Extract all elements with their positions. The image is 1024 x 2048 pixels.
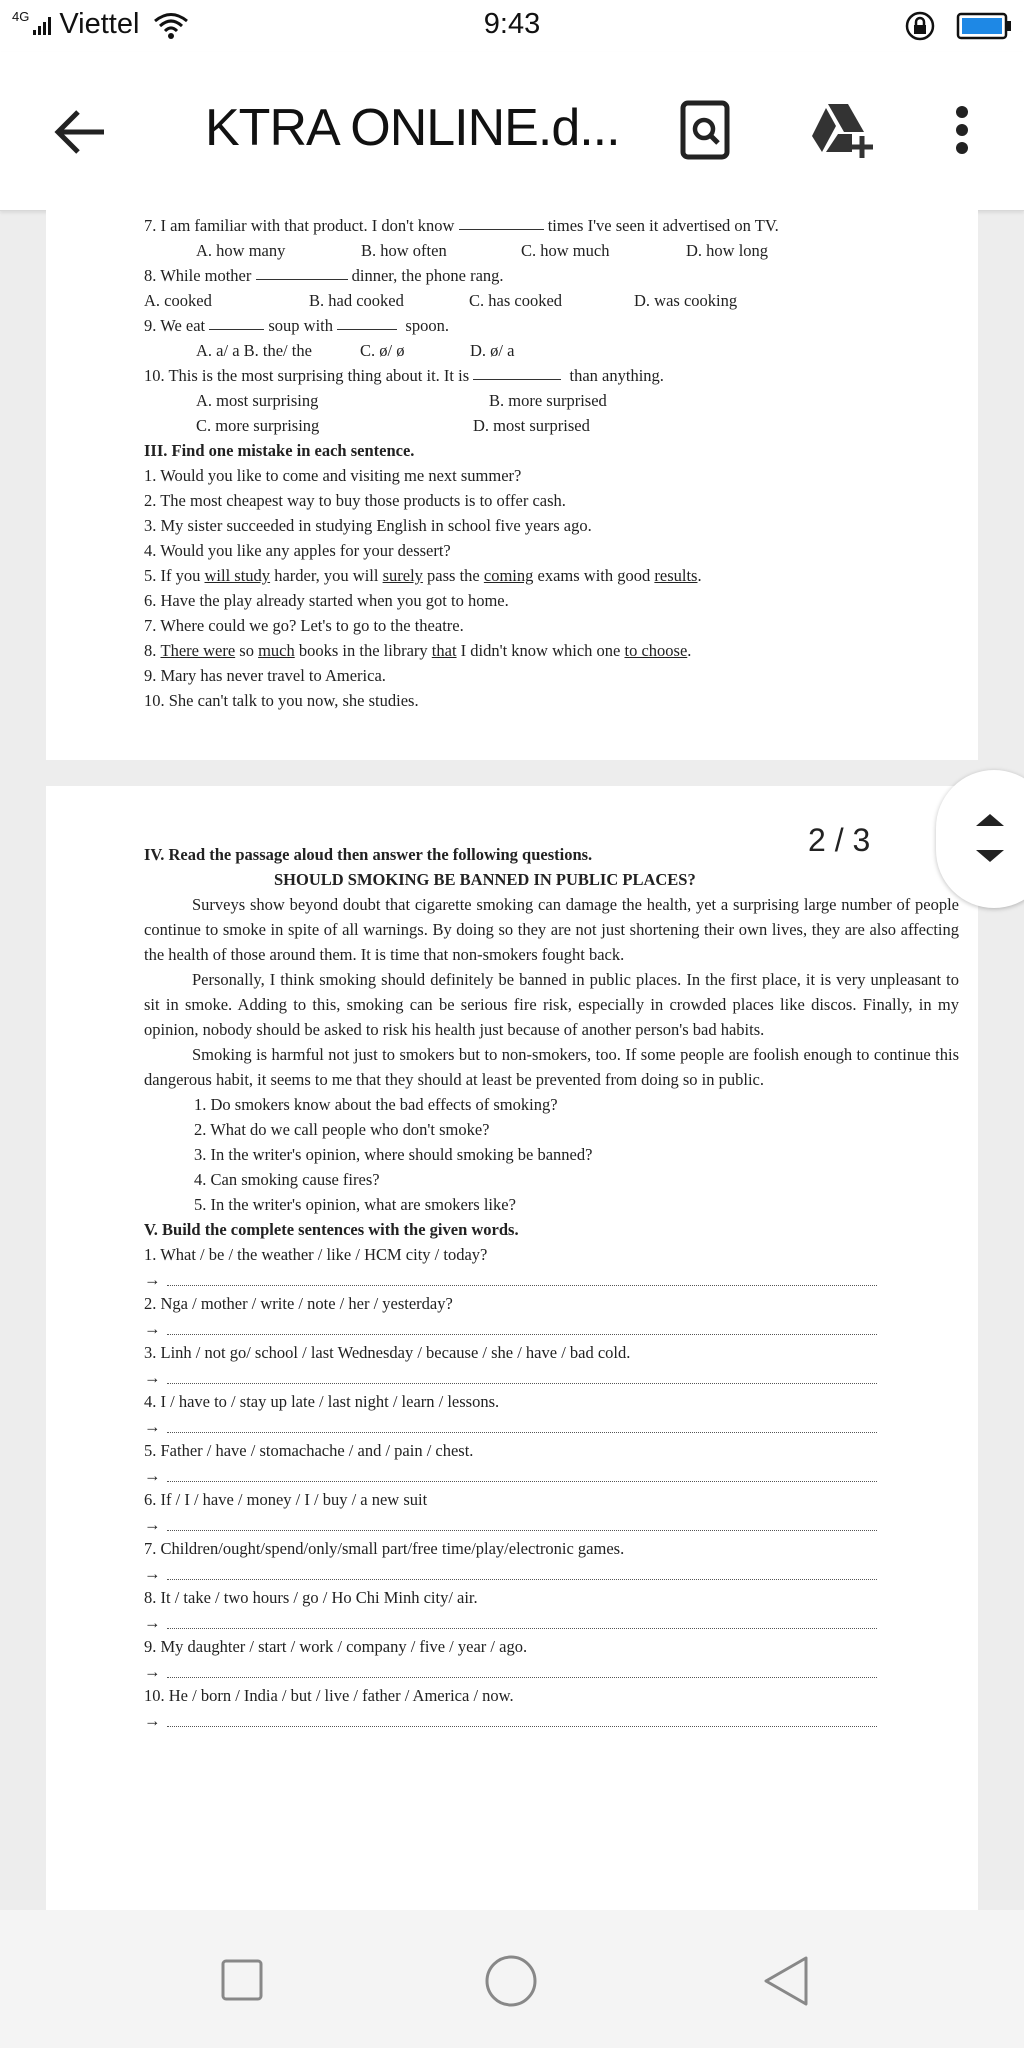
build-sentence-4: 4. I / have to / stay up late / last night / learn / lessons.	[144, 1392, 500, 1411]
triangle-back-icon	[762, 1954, 810, 2008]
drive-add-icon	[808, 100, 876, 160]
mistake-sentence-5: 5. If you will study harder, you will surely pass the coming exams with good results .	[144, 566, 702, 585]
recents-button[interactable]	[220, 1958, 264, 2007]
carrier-name: Viettel	[59, 8, 140, 40]
page2-content	[144, 842, 959, 1732]
question-7: 7. I am familiar with that product. I don't know times I've seen it advertised on TV.	[144, 213, 964, 238]
nav-back-button[interactable]	[762, 1954, 810, 2013]
answer-line: →	[144, 1316, 959, 1340]
arrow-left-icon	[52, 106, 108, 158]
reading-question-1: 1. Do smokers know about the bad effects of smoking?	[194, 1095, 558, 1114]
build-sentence-6: 6. If / I / have / money / I / buy / a new suit	[144, 1490, 428, 1509]
q7-options: A. how many B. how often C. how much D. how long	[196, 241, 769, 260]
mistake-sentence-10: 10. She can't talk to you now, she studies.	[144, 691, 419, 710]
answer-blank	[256, 263, 348, 280]
passage-paragraph-1: Surveys show beyond doubt that cigarette smoking can damage the health, yet a surprising large number of people continue to smoke in spite of all warnings. By doing so they are not just shortening their own lives, they are also affecting the health of those around them. It is time that non-smokers fought back.	[144, 895, 959, 964]
passage-title: SHOULD SMOKING BE BANNED IN PUBLIC PLACES?	[274, 870, 696, 889]
mistake-sentence-9: 9. Mary has never travel to America.	[144, 666, 386, 685]
mistake-sentence-6: 6. Have the play already started when you got to home.	[144, 591, 509, 610]
build-sentence-9: 9. My daughter / start / work / company / five / year / ago.	[144, 1637, 528, 1656]
reading-question-3: 3. In the writer's opinion, where should smoking be banned?	[194, 1145, 593, 1164]
system-nav-bar	[0, 1910, 1024, 2048]
q8-options: A. cooked B. had cooked C. has cooked D. was cooking	[144, 291, 738, 310]
answer-line: →	[144, 1414, 959, 1438]
q9-options: A. a/ a B. the/ the C. ø/ ø D. ø/ a	[196, 341, 515, 360]
more-vert-icon	[950, 100, 974, 160]
reading-question-5: 5. In the writer's opinion, what are smokers like?	[194, 1195, 516, 1214]
answer-line: →	[144, 1610, 959, 1634]
more-options-button[interactable]	[950, 100, 974, 165]
mistake-sentence-4: 4. Would you like any apples for your dessert?	[144, 541, 451, 560]
search-in-file-button[interactable]	[680, 100, 730, 165]
build-sentence-8: 8. It / take / two hours / go / Ho Chi Minh city/ air.	[144, 1588, 478, 1607]
mistake-sentence-3: 3. My sister succeeded in studying English in school five years ago.	[144, 516, 592, 535]
scroll-up-down-icon	[936, 770, 1024, 908]
q10-options-ab: A. most surprising B. more surprised	[196, 391, 607, 410]
build-sentence-3: 3. Linh / not go/ school / last Wednesday / because / she / have / bad cold.	[144, 1343, 631, 1362]
build-sentence-5: 5. Father / have / stomachache / and / pain / chest.	[144, 1441, 474, 1460]
answer-blank	[459, 213, 544, 230]
lock-rotation-icon	[904, 10, 936, 42]
build-sentence-10: 10. He / born / India / but / live / father / America / now.	[144, 1686, 514, 1705]
page-counter: 2 / 3	[808, 822, 871, 858]
build-sentence-1: 1. What / be / the weather / like / HCM city / today?	[144, 1245, 488, 1264]
answer-line: →	[144, 1267, 959, 1291]
document-page-2	[46, 786, 978, 1910]
question-8: 8. While mother dinner, the phone rang.	[144, 263, 964, 288]
clock: 9:43	[483, 8, 541, 40]
answer-line: →	[144, 1708, 959, 1732]
passage-paragraph-3: Smoking is harmful not just to smokers but to non-smokers, too. If some people are foolish enough to continue this dangerous habit, it seems to me that they should at least be prevented from doing so in public.	[144, 1045, 959, 1089]
answer-blank	[473, 363, 561, 380]
search-document-icon	[680, 100, 730, 160]
circle-icon	[484, 1954, 538, 2008]
answer-blank	[209, 313, 264, 330]
page1-content	[144, 213, 964, 713]
reading-question-4: 4. Can smoking cause fires?	[194, 1170, 380, 1189]
section-4-title: IV. Read the passage aloud then answer the following questions.	[144, 845, 593, 864]
mistake-sentence-7: 7. Where could we go? Let's to go to the theatre.	[144, 616, 464, 635]
status-icons	[904, 10, 1012, 42]
question-9: 9. We eat soup with spoon.	[144, 313, 964, 338]
home-button[interactable]	[484, 1954, 538, 2013]
add-to-drive-button[interactable]	[808, 100, 876, 165]
battery-icon	[956, 11, 1012, 41]
fast-scroll-handle[interactable]	[936, 770, 1024, 908]
answer-line: →	[144, 1659, 959, 1683]
document-page-1	[46, 210, 978, 760]
q10-options-cd: C. more surprising D. most surprised	[196, 416, 590, 435]
mistake-sentence-8: 8. There were so much books in the library that I didn't know which one to choose .	[144, 641, 692, 660]
square-icon	[220, 1958, 264, 2002]
mistake-sentence-1: 1. Would you like to come and visiting me next summer?	[144, 466, 522, 485]
network-type: 4G	[12, 9, 30, 24]
answer-blank	[337, 313, 397, 330]
section-5-title: V. Build the complete sentences with the given words.	[144, 1220, 519, 1239]
answer-line: →	[144, 1463, 959, 1487]
section-3-title: III. Find one mistake in each sentence.	[144, 441, 415, 460]
answer-line: →	[144, 1512, 959, 1536]
build-sentence-2: 2. Nga / mother / write / note / her / yesterday?	[144, 1294, 453, 1313]
back-button[interactable]	[52, 106, 108, 158]
reading-question-2: 2. What do we call people who don't smoke?	[194, 1120, 490, 1139]
passage-paragraph-2: Personally, I think smoking should definitely be banned in public places. In the first place, it is very unpleasant to sit in smoke. Adding to this, smoking can be serious fire risk, especially in crowded places like discos. Finally, in my opinion, nobody should be asked to risk his health just because of another person's bad habits.	[144, 970, 959, 1039]
answer-line: →	[144, 1561, 959, 1585]
status-bar	[0, 0, 1024, 52]
mistake-sentence-2: 2. The most cheapest way to buy those products is to offer cash.	[144, 491, 566, 510]
answer-line: →	[144, 1365, 959, 1389]
build-sentence-7: 7. Children/ought/spend/only/small part/free time/play/electronic games.	[144, 1539, 625, 1558]
app-bar	[0, 52, 1024, 211]
document-title: KTRA ONLINE.d...	[205, 99, 620, 157]
question-10: 10. This is the most surprising thing about it. It is than anything.	[144, 363, 964, 388]
